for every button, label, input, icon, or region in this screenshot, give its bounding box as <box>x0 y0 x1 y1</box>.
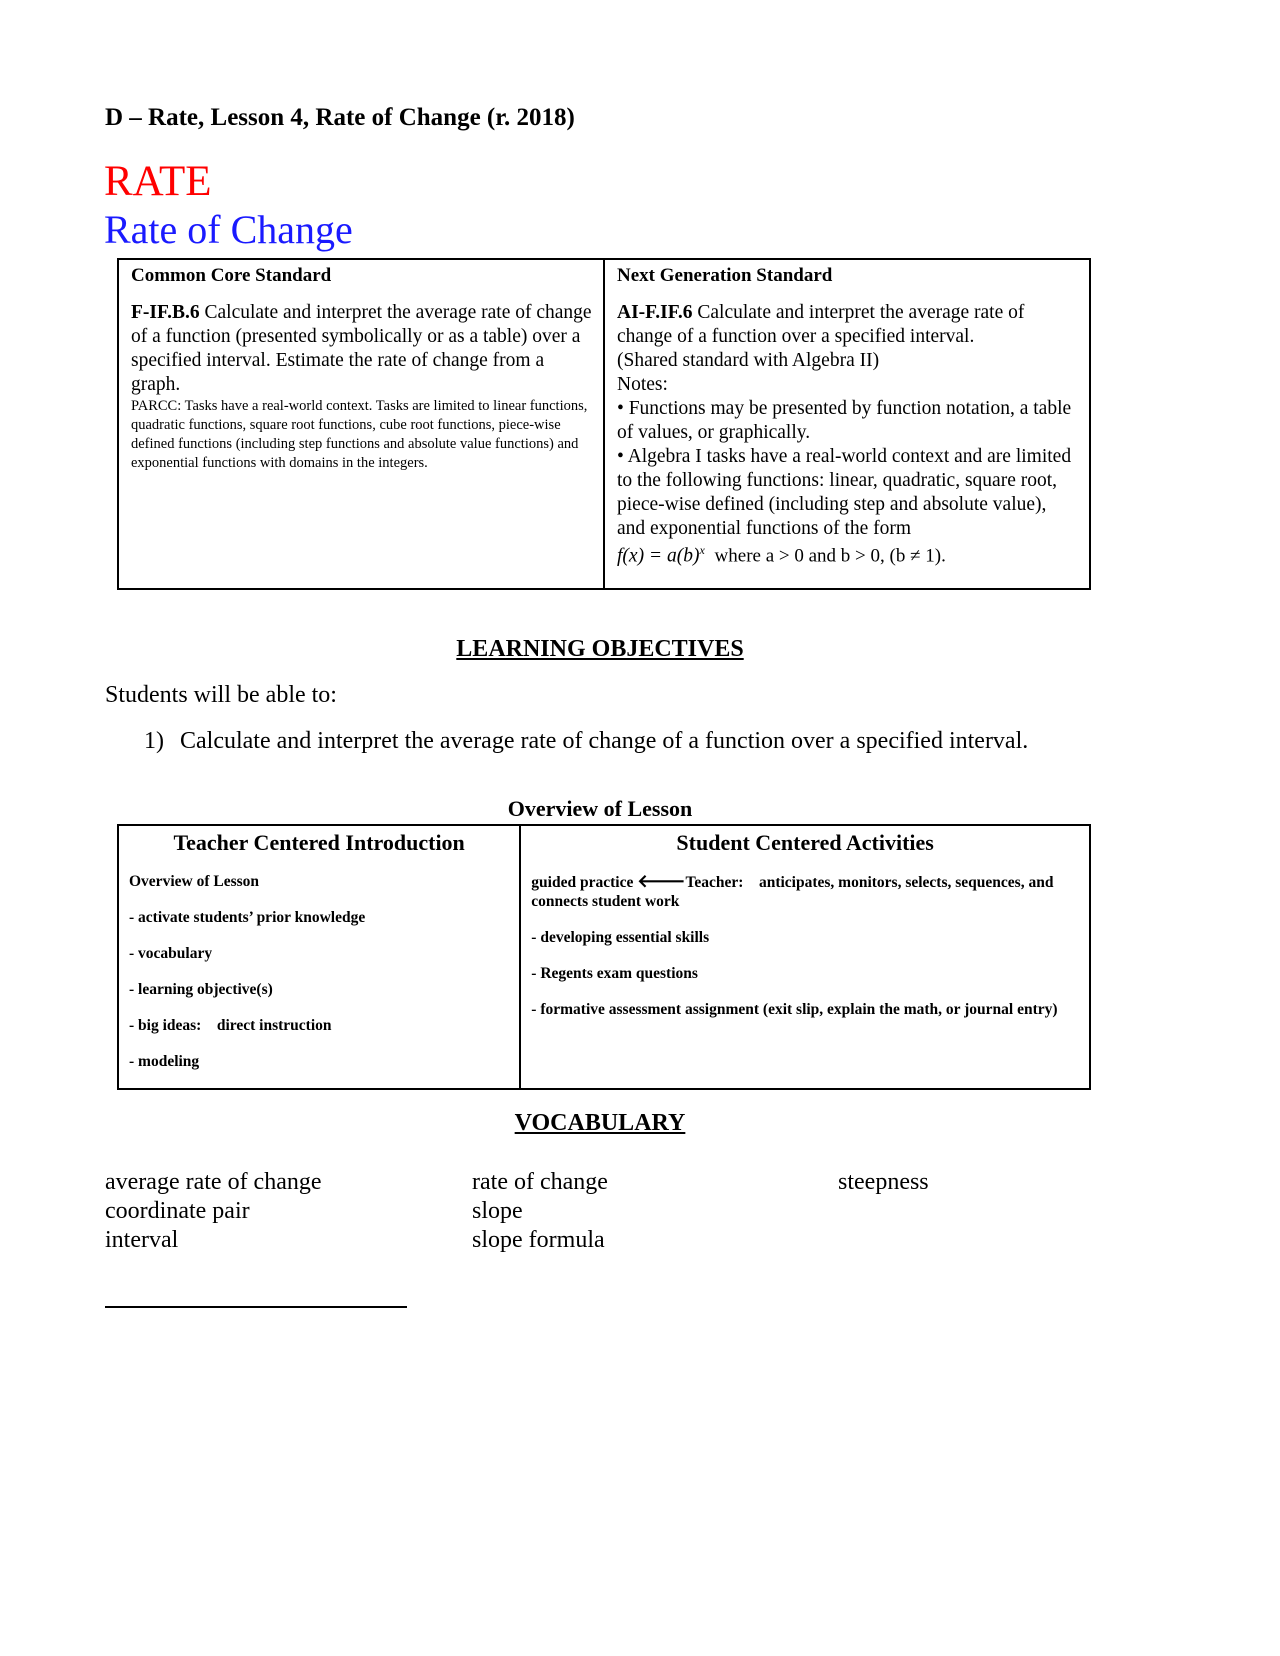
teacher-heading: Teacher Centered Introduction <box>173 830 465 855</box>
common-core-text <box>131 301 593 397</box>
student-item: - formative assessment assignment (exit slip, explain the math, or journal entry) <box>531 1001 1058 1018</box>
vocabulary-term: slope formula <box>472 1227 605 1253</box>
student-heading: Student Centered Activities <box>676 830 934 855</box>
objectives-intro: Students will be able to: <box>105 682 337 708</box>
next-gen-cell <box>604 259 1090 589</box>
vocabulary-term: coordinate pair <box>105 1198 250 1224</box>
teacher-item: - vocabulary <box>129 945 213 962</box>
common-core-cell <box>118 259 604 589</box>
objective-item <box>144 728 1028 755</box>
vocabulary-term: interval <box>105 1227 179 1253</box>
parcc-note: PARCC: Tasks have a real-world context. Tasks are limited to linear functions, quadratic functions, square root functions, cube root functions, piece-wise defined functions (including step functions and absolute value functions) and exponential functions with domains in the integers. <box>131 398 588 471</box>
shared-standard-note: (Shared standard with Algebra II) <box>617 350 880 371</box>
document-header: D – Rate, Lesson 4, Rate of Change (r. 2018) <box>105 104 575 131</box>
unit-title: RATE <box>104 158 212 205</box>
formula-expression: f(x) = a(b) <box>617 545 700 567</box>
student-item: - Regents exam questions <box>531 965 698 982</box>
lesson-title: Rate of Change <box>104 207 353 252</box>
common-core-description: Calculate and interpret the average rate of change of a function (presented symbolically or as a table) over a specified interval. Estimate the rate of change from a graph. <box>131 302 592 395</box>
common-core-code: F-IF.B.6 <box>131 302 200 323</box>
footnote-divider <box>105 1306 407 1308</box>
teacher-item: - big ideas: direct instruction <box>129 1017 332 1034</box>
vocabulary-heading: VOCABULARY <box>514 1110 686 1136</box>
teacher-item: - activate students’ prior knowledge <box>129 909 366 926</box>
vocabulary-column <box>105 1168 322 1255</box>
notes-label: Notes: <box>617 374 668 395</box>
formula-condition: where a > 0 and b > 0, (b ≠ 1). <box>714 545 946 567</box>
guided-practice-detail: Teacher: anticipates, monitors, selects, sequences, and connects student work <box>531 874 1058 910</box>
vocabulary-term: rate of change <box>472 1169 608 1195</box>
teacher-item: - modeling <box>129 1053 200 1070</box>
common-core-heading: Common Core Standard <box>131 265 332 286</box>
next-gen-heading: Next Generation Standard <box>617 265 833 286</box>
overview-caption: Overview of Lesson <box>507 796 693 821</box>
vocabulary-term: slope <box>472 1198 523 1224</box>
next-gen-text <box>617 301 1079 349</box>
standards-table <box>117 258 1091 590</box>
student-item: - developing essential skills <box>531 929 710 946</box>
overview-table <box>117 824 1091 1090</box>
learning-objectives-heading: LEARNING OBJECTIVES <box>456 636 744 662</box>
vocabulary-column <box>838 1168 929 1197</box>
next-gen-code: AI-F.IF.6 <box>617 302 693 323</box>
vocabulary-term: average rate of change <box>105 1169 322 1195</box>
arrow-left-icon: 🡐 <box>637 871 686 891</box>
vocabulary-column <box>472 1168 608 1255</box>
objective-number: 1) <box>144 728 164 754</box>
teacher-column <box>118 825 520 1089</box>
guided-practice-label: guided practice <box>531 874 638 891</box>
student-column <box>520 825 1090 1089</box>
note-presentation: • Functions may be presented by function notation, a table of values, or graphically. <box>617 398 1072 443</box>
formula-exponent: x <box>699 543 705 557</box>
note-function-types: • Algebra I tasks have a real-world context and are limited to the following functions: linear, quadratic, square root, piece-wise defined (including step and absolute value), and exponential functions of the form <box>617 446 1072 539</box>
exponential-formula <box>617 543 1079 568</box>
next-gen-description: Calculate and interpret the average rate of change of a function over a specified interval. <box>617 302 1025 347</box>
guided-practice-item <box>531 872 1079 911</box>
vocabulary-term: steepness <box>838 1169 929 1195</box>
teacher-item: Overview of Lesson <box>129 873 260 890</box>
objective-text: Calculate and interpret the average rate of change of a function over a specified interval. <box>180 728 1029 754</box>
teacher-item: - learning objective(s) <box>129 981 273 998</box>
